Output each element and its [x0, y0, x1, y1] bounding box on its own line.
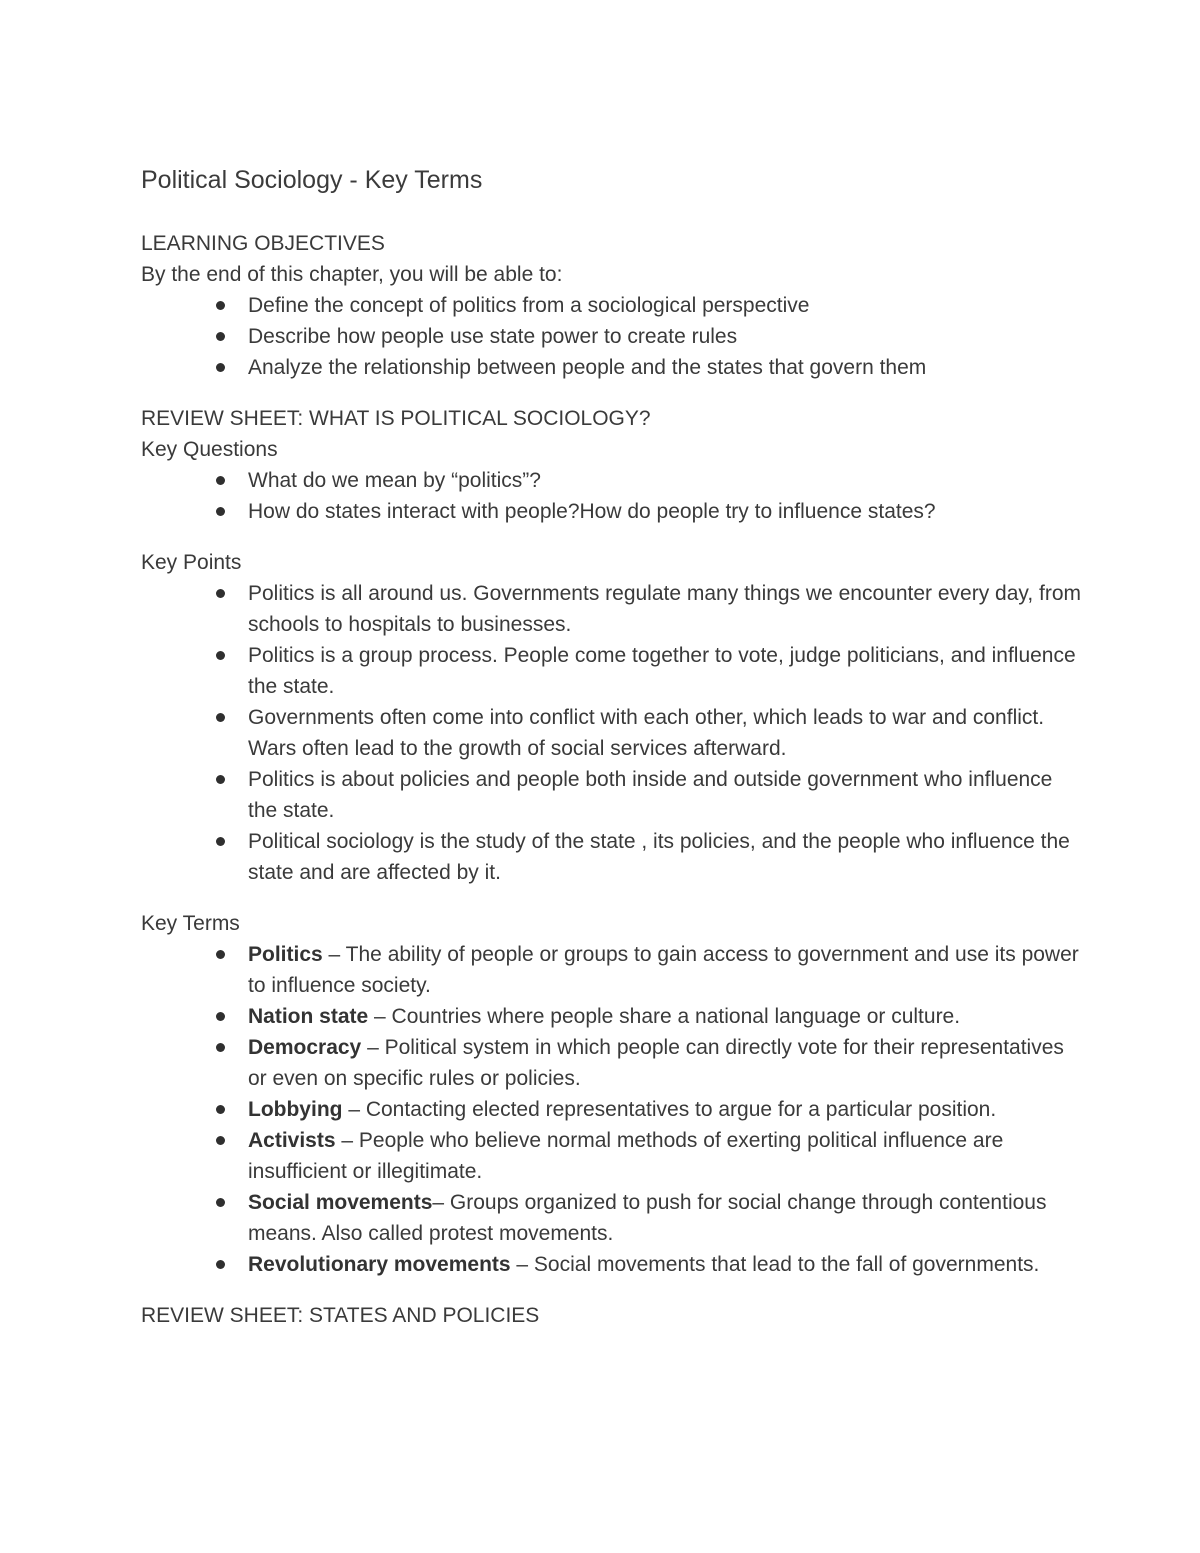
key-questions-list [141, 465, 1081, 527]
bullet-icon [216, 775, 225, 784]
term-definition: – Countries where people share a national language or culture. [368, 1005, 961, 1028]
term-name: Democracy [248, 1036, 362, 1059]
key-points-list [141, 578, 1081, 888]
term-name: Revolutionary movements [248, 1253, 511, 1276]
list-item-text: Describe how people use state power to create rules [248, 325, 738, 348]
list-item-text: What do we mean by “politics”? [248, 469, 541, 492]
review-sheet-1-heading: REVIEW SHEET: WHAT IS POLITICAL SOCIOLOGY? [141, 407, 651, 430]
list-item-text: Define the concept of politics from a sociological perspective [248, 294, 810, 317]
list-item [248, 1094, 1081, 1125]
bullet-icon [216, 507, 225, 516]
list-item [248, 1249, 1081, 1280]
list-item-text: Politics is a group process. People come together to vote, judge politicians, and influence the state. [248, 644, 1076, 698]
list-item [248, 321, 1081, 352]
list-item-text: Politics is all around us. Governments regulate many things we encounter every day, from schools to hospitals to businesses. [248, 582, 1082, 636]
bullet-icon [216, 1012, 225, 1021]
term-definition: – People who believe normal methods of exerting political influence are insufficient or illegitimate. [248, 1129, 1004, 1183]
key-questions-label: Key Questions [141, 438, 278, 461]
key-terms-list [141, 939, 1081, 1280]
bullet-icon [216, 837, 225, 846]
bullet-icon [216, 363, 225, 372]
list-item [248, 640, 1081, 702]
bullet-icon [216, 950, 225, 959]
list-item [248, 496, 1081, 527]
term-name: Activists [248, 1129, 336, 1152]
term-definition: – Groups organized to push for social change through contentious means. Also called protest movements. [248, 1191, 1047, 1245]
list-item [248, 352, 1081, 383]
list-item [248, 1187, 1081, 1249]
term-definition: – Social movements that lead to the fall of governments. [510, 1253, 1040, 1276]
bullet-icon [216, 301, 225, 310]
bullet-icon [216, 1136, 225, 1145]
bullet-icon [216, 1105, 225, 1114]
bullet-icon [216, 476, 225, 485]
bullet-icon [216, 651, 225, 660]
term-name: Nation state [248, 1005, 369, 1028]
list-item-text: Analyze the relationship between people and the states that govern them [248, 356, 927, 379]
bullet-icon [216, 332, 225, 341]
learning-objectives-intro: By the end of this chapter, you will be able to: [141, 263, 563, 286]
term-definition: – The ability of people or groups to gain access to government and use its power to influence society. [248, 943, 1079, 997]
list-item [248, 1125, 1081, 1187]
term-name: Politics [248, 943, 323, 966]
term-name: Social movements [248, 1191, 433, 1214]
document-page [141, 162, 1081, 1331]
list-item [248, 826, 1081, 888]
list-item [248, 578, 1081, 640]
bullet-icon [216, 589, 225, 598]
term-name: Lobbying [248, 1098, 343, 1121]
list-item-text: Governments often come into conflict with each other, which leads to war and conflict. Wars often lead to the growth of social services afterward. [248, 706, 1045, 760]
list-item-text: How do states interact with people?How do people try to influence states? [248, 500, 936, 523]
bullet-icon [216, 1260, 225, 1269]
list-item [248, 1001, 1081, 1032]
bullet-icon [216, 1198, 225, 1207]
review-sheet-2-heading: REVIEW SHEET: STATES AND POLICIES [141, 1304, 540, 1327]
bullet-icon [216, 1043, 225, 1052]
list-item [248, 764, 1081, 826]
key-terms-label: Key Terms [141, 912, 240, 935]
list-item [248, 702, 1081, 764]
list-item [248, 290, 1081, 321]
list-item [248, 939, 1081, 1001]
term-definition: – Political system in which people can directly vote for their representatives or even on specific rules or policies. [248, 1036, 1064, 1090]
list-item [248, 465, 1081, 496]
learning-objectives-heading: LEARNING OBJECTIVES [141, 232, 385, 255]
term-definition: – Contacting elected representatives to argue for a particular position. [342, 1098, 997, 1121]
list-item [248, 1032, 1081, 1094]
document-title: Political Sociology - Key Terms [141, 166, 483, 194]
key-points-label: Key Points [141, 551, 242, 574]
bullet-icon [216, 713, 225, 722]
learning-objectives-list [141, 290, 1081, 383]
list-item-text: Political sociology is the study of the state , its policies, and the people who influence the state and are affected by it. [248, 830, 1070, 884]
list-item-text: Politics is about policies and people both inside and outside government who influence the state. [248, 768, 1053, 822]
